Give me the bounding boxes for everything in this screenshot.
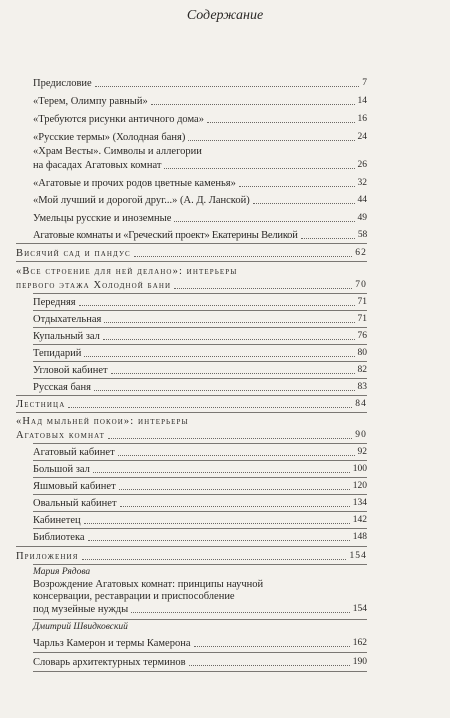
toc-entry-small-cabinet[interactable] [33, 514, 367, 527]
dot-leader [68, 406, 352, 408]
dot-leader [79, 304, 355, 306]
dot-leader [95, 85, 360, 87]
toc-entry-title: Умельцы русские и иноземные [33, 213, 172, 224]
dot-leader [104, 321, 354, 323]
toc-entry-title: Агатовый кабинет [33, 447, 115, 458]
dot-leader [108, 437, 352, 439]
subsection-divider [33, 378, 367, 379]
toc-entry-title: Предисловие [33, 78, 92, 89]
toc-entry-cameron[interactable] [33, 637, 367, 650]
toc-entry-title: Яшмовый кабинет [33, 481, 116, 492]
toc-section-title: Приложения [16, 551, 79, 562]
toc-entry-restoration[interactable] [33, 603, 367, 616]
toc-page-number: 14 [357, 96, 367, 106]
toc-entry-title: под музейные нужды [33, 604, 129, 615]
toc-entry-russian-thermae[interactable] [33, 131, 367, 144]
section-divider [16, 395, 367, 396]
toc-entry-jasper-cabinet[interactable] [33, 480, 367, 493]
toc-entry-lanskoy[interactable] [33, 194, 367, 207]
section-divider [16, 261, 367, 262]
toc-page-number: 44 [357, 195, 367, 205]
author-name: Мария Рядова [33, 567, 91, 577]
dot-leader [118, 454, 355, 456]
subsection-divider [33, 310, 367, 311]
toc-section-cold-bath[interactable] [16, 279, 367, 292]
section-divider [16, 412, 367, 413]
toc-entry-title: Отдыхательная [33, 314, 102, 325]
toc-entry-title: Библиотека [33, 532, 85, 543]
toc-entry-title: Чарльз Камерон и термы Камерона [33, 638, 191, 649]
dot-leader [151, 103, 355, 105]
toc-section-stairs[interactable] [16, 398, 367, 411]
toc-entry-title: Словарь архитектурных терминов [33, 657, 186, 668]
subsection-divider [33, 361, 367, 362]
dot-leader [103, 338, 355, 340]
toc-page-number: 24 [357, 132, 367, 142]
toc-page-number: 71 [357, 314, 367, 324]
toc-entry-restoration-line2[interactable]: консервации, реставрации и приспособление [33, 591, 235, 602]
toc-page-number: 58 [357, 230, 367, 240]
subsection-divider [33, 528, 367, 529]
section-divider [16, 546, 367, 547]
toc-entry-vesta-line1[interactable]: «Храм Весты». Символы и аллегории [33, 146, 202, 157]
toc-section-agate-line1[interactable]: «Над мыльней покои»: интерьеры [16, 416, 189, 427]
toc-entry-title: Тепидарий [33, 348, 82, 359]
toc-page-number: 32 [357, 178, 367, 188]
toc-entry-restoration-line1[interactable]: Возрождение Агатовых комнат: принципы научной [33, 579, 264, 590]
subsection-divider [33, 511, 367, 512]
toc-entry-greek-project[interactable] [33, 229, 367, 242]
toc-entry-terem[interactable] [33, 95, 367, 108]
toc-entry-library[interactable] [33, 531, 367, 544]
toc-page-number: 154 [349, 551, 367, 561]
dot-leader [94, 389, 355, 391]
dot-leader [164, 167, 354, 169]
toc-entry-title: «Русские термы» (Холодная баня) [33, 132, 186, 143]
toc-entry-stones[interactable] [33, 177, 367, 190]
toc-entry-russian-bath[interactable] [33, 381, 367, 394]
subsection-divider [33, 460, 367, 461]
toc-entry-bathing-hall[interactable] [33, 330, 367, 343]
author-name: Дмитрий Швидковский [33, 622, 128, 632]
toc-page-number: 49 [357, 213, 367, 223]
toc-page-number: 162 [352, 638, 367, 648]
toc-entry-title: Кабинетец [33, 515, 81, 526]
toc-page-number: 7 [362, 78, 367, 88]
dot-leader [119, 488, 350, 490]
toc-entry-drawings[interactable] [33, 113, 367, 126]
dot-leader [84, 522, 350, 524]
dot-leader [189, 664, 350, 666]
toc-page-number: 83 [357, 382, 367, 392]
subsection-divider [33, 494, 367, 495]
toc-page-number: 154 [352, 604, 367, 614]
dot-leader [93, 471, 350, 473]
dot-leader [239, 185, 355, 187]
toc-entry-corner-cabinet[interactable] [33, 364, 367, 377]
subsection-divider [33, 619, 367, 620]
toc-section-title: Лестница [16, 399, 66, 410]
toc-page-number: 84 [355, 399, 367, 409]
toc-page-number: 142 [352, 515, 367, 525]
toc-entry-oval-cabinet[interactable] [33, 497, 367, 510]
toc-page-number: 26 [357, 160, 367, 170]
toc-entry-preface[interactable] [33, 77, 367, 90]
toc-section-title: Агатовых комнат [16, 430, 106, 441]
toc-entry-title: на фасадах Агатовых комнат [33, 160, 162, 171]
toc-section-agate[interactable] [16, 429, 367, 442]
toc-section-garden[interactable] [16, 247, 367, 260]
toc-entry-vesta[interactable] [33, 159, 367, 172]
toc-entry-title: Передняя [33, 297, 76, 308]
toc-section-title: первого этажа Холодной бани [16, 280, 172, 291]
toc-entry-title: Русская баня [33, 382, 91, 393]
toc-entry-rest-room[interactable] [33, 313, 367, 326]
section-divider [16, 243, 367, 244]
toc-page-number: 62 [355, 248, 367, 258]
dot-leader [82, 558, 347, 560]
dot-leader [84, 355, 354, 357]
subsection-divider [33, 652, 367, 653]
subsection-divider [33, 477, 367, 478]
toc-page-number: 92 [357, 447, 367, 457]
toc-entry-agate-cabinet[interactable] [33, 446, 367, 459]
toc-entry-glossary[interactable] [33, 656, 367, 669]
toc-page-number: 82 [357, 365, 367, 375]
dot-leader [131, 611, 350, 613]
subsection-divider [33, 327, 367, 328]
toc-entry-title: Большой зал [33, 464, 90, 475]
toc-entry-great-hall[interactable] [33, 463, 367, 476]
toc-page-number: 76 [357, 331, 367, 341]
dot-leader [301, 237, 355, 239]
toc-page-number: 70 [355, 280, 367, 290]
toc-entry-title: Угловой кабинет [33, 365, 108, 376]
toc-entry-title: Овальный кабинет [33, 498, 117, 509]
toc-entry-title: «Мой лучший и дорогой друг...» (А. Д. Ланской) [33, 195, 250, 206]
toc-section-cold-bath-line1[interactable]: «Все строение для ней делано»: интерьеры [16, 266, 238, 277]
dot-leader [88, 539, 350, 541]
toc-page-number: 16 [357, 114, 367, 124]
toc-page-number: 90 [355, 430, 367, 440]
toc-page-number: 134 [352, 498, 367, 508]
toc-entry-title: «Требуются рисунки античного дома» [33, 114, 204, 125]
toc-entry-title: Агатовые комнаты и «Греческий проект» Екатерины Великой [33, 230, 298, 241]
page-title: Содержание [186, 8, 264, 23]
toc-entry-craftsmen[interactable] [33, 212, 367, 225]
toc-page-number: 120 [352, 481, 367, 491]
toc-entry-title: Купальный зал [33, 331, 100, 342]
toc-page-number: 190 [352, 657, 367, 667]
dot-leader [194, 645, 350, 647]
toc-page-number: 100 [352, 464, 367, 474]
toc-page-number: 71 [357, 297, 367, 307]
dot-leader [134, 255, 353, 257]
subsection-divider [33, 293, 367, 294]
dot-leader [207, 121, 355, 123]
toc-entry-tepidarium[interactable] [33, 347, 367, 360]
toc-entry-anteroom[interactable] [33, 296, 367, 309]
dot-leader [111, 372, 355, 374]
toc-page-number: 80 [357, 348, 367, 358]
subsection-divider [33, 443, 367, 444]
subsection-divider [33, 671, 367, 672]
dot-leader [253, 202, 355, 204]
toc-entry-title: «Терем, Олимпу равный» [33, 96, 148, 107]
dot-leader [120, 505, 350, 507]
toc-page-number: 148 [352, 532, 367, 542]
dot-leader [174, 287, 352, 289]
subsection-divider [33, 344, 367, 345]
dot-leader [188, 139, 354, 141]
toc-section-appendix[interactable] [16, 550, 367, 563]
dot-leader [174, 220, 354, 222]
subsection-divider [33, 564, 367, 565]
toc-section-title: Висячий сад и пандус [16, 248, 131, 259]
toc-entry-title: «Агатовые и прочих родов цветные каменья» [33, 178, 236, 189]
